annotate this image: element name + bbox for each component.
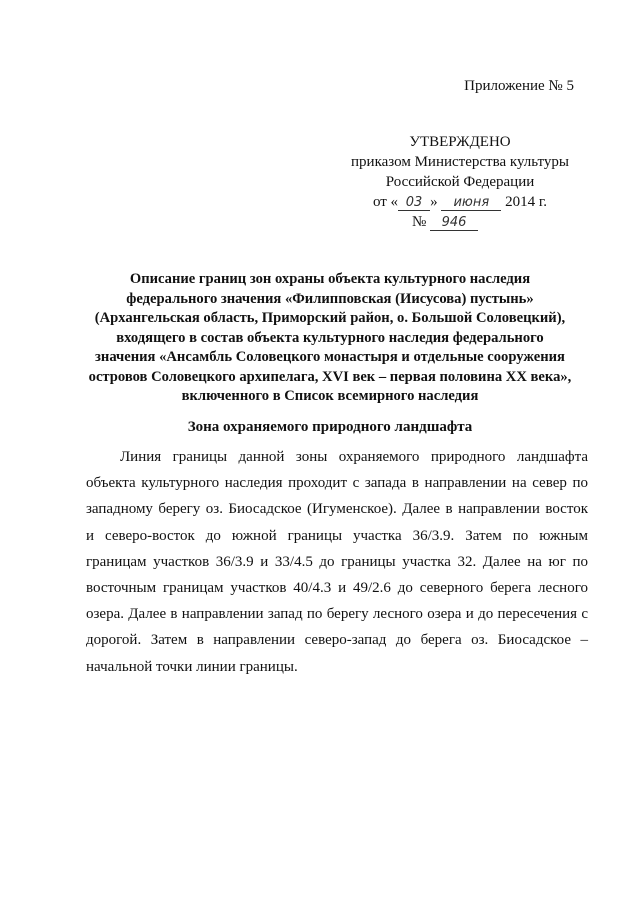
title-line: Описание границ зон охраны объекта культурного наследия: [129, 271, 531, 287]
date-year: 2014 г.: [505, 194, 548, 210]
approval-order-line: приказом Министерства культуры: [351, 154, 569, 170]
approval-org-line: Российской Федерации: [385, 174, 535, 190]
body-line: и северо-восток до южной границы участка 36/3.9. Затем по южным: [86, 527, 588, 544]
body-paragraph: [86, 444, 588, 680]
number-prefix: №: [411, 214, 427, 230]
zone-heading: Зона охраняемого природного ландшафта: [187, 419, 473, 435]
handwritten-number: 946: [430, 216, 478, 231]
document-title: [60, 270, 600, 407]
body-line: дорогой. Затем в направлении северо-запад до берега оз. Биосадское –: [86, 632, 588, 649]
approved-stamp-text: УТВЕРЖДЕНО: [409, 134, 511, 150]
body-line: западному берегу оз. Биосадское (Игуменское). Далее в направлении восток: [86, 501, 588, 518]
body-line: границам участков 36/3.9 и 33/4.5 до границы участка 32. Далее на юг по: [86, 553, 588, 570]
body-line: объекта культурного наследия проходит с запада в направлении на север по: [86, 475, 588, 492]
date-prefix: от «: [372, 194, 399, 210]
title-line: (Архангельская область, Приморский район, о. Большой Соловецкий),: [94, 310, 566, 326]
approval-block: [330, 132, 590, 232]
title-line: входящего в состав объекта культурного наследия федерального: [116, 329, 544, 346]
body-line: начальной точки линии границы.: [86, 658, 298, 675]
body-line: Линия границы данной зоны охраняемого природного ландшафта: [120, 449, 588, 465]
date-mid: »: [430, 194, 438, 210]
approval-number-line: [330, 212, 590, 232]
title-line: включенного в Список всемирного наследия: [181, 388, 479, 404]
title-line: значения «Ансамбль Соловецкого монастыря и отдельные сооружения: [95, 349, 565, 365]
handwritten-month: июня: [441, 196, 501, 211]
appendix-label: Приложение № 5: [464, 78, 574, 94]
body-line: восточным границам участков 40/4.3 и 49/2.6 до северного берега лесного: [86, 580, 588, 597]
body-line: озера. Далее в направлении запад по берегу лесного озера и до пересечения с: [86, 606, 588, 623]
approval-date-line: [330, 192, 590, 212]
handwritten-day: 03: [398, 196, 430, 211]
title-line: островов Соловецкого архипелага, XVI век – первая половина XX века»,: [88, 368, 572, 385]
title-line: федерального значения «Филипповская (Иисусова) пустынь»: [126, 290, 534, 307]
